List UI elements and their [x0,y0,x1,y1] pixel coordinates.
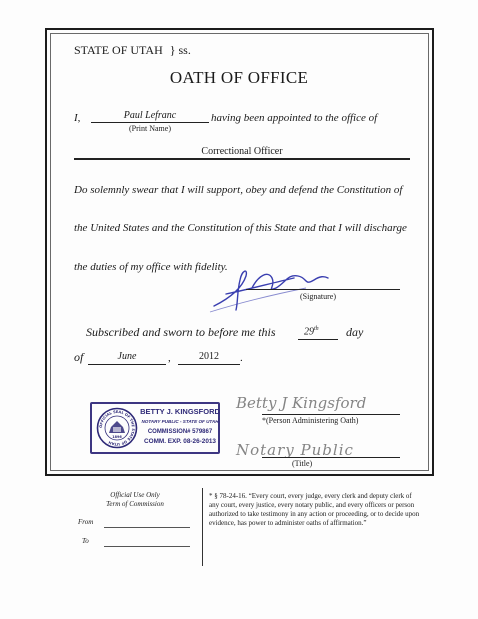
administrator-title-signature: Notary Public [236,441,354,459]
subscribed-text: Subscribed and sworn to before me this [86,325,276,339]
of-word: of [74,350,84,364]
document-title: OATH OF OFFICE [169,68,309,87]
seal-year: 1896 [112,435,122,439]
stamp-line-3: COMM. EXP. 08-26-2013 [144,438,216,445]
appointee-name: Paul Lefranc [123,110,177,121]
venue-state: STATE OF UTAH [74,43,163,57]
year-value: 2012 [199,351,219,362]
official-use-subheading: Term of Commission [106,500,164,508]
from-label: From [78,518,94,526]
official-use-heading: Official Use Only [110,491,160,499]
signature-underline [246,289,400,290]
oath-line-1: Do solemnly swear that I will support, obey and defend the Constitution of [74,184,403,196]
stamp-notary-name: BETTY J. KINGSFORD [140,407,220,416]
to-field-line [104,546,190,547]
seal-ring-text: OFFICIAL SEAL OF THE STATE OF UTAH [98,409,136,447]
notice-divider [202,488,203,566]
day-word: day [346,325,364,339]
day-underline [298,339,338,340]
date-comma: , [168,352,171,364]
pronoun: I, [74,112,81,124]
title-caption: (Title) [292,459,313,468]
appointee-signature [206,258,336,318]
stamp-line-2: COMMISSION# 579867 [147,429,213,435]
stamp-text-block [140,407,220,447]
title-underline [262,457,400,458]
office-underline [74,158,410,160]
month-value: June [117,351,137,362]
state-seal-icon [96,407,138,449]
venue-line [74,43,191,58]
administrator-underline [262,414,400,415]
year-underline [178,364,240,365]
to-label: To [82,537,89,545]
day-suffix: th [314,326,319,332]
administrator-caption: *(Person Administering Oath) [262,416,359,425]
signature-caption: (Signature) [300,292,336,301]
date-period: . [240,352,243,364]
appointment-text: having been appointed to the office of [211,112,378,124]
office-name: Correctional Officer [201,146,283,157]
from-field-line [104,527,190,528]
administrator-signature: Betty J Kingsford [236,394,367,412]
name-underline [91,122,209,123]
venue-brace: } ss. [169,43,191,57]
notary-stamp [90,402,220,454]
name-caption: (Print Name) [129,124,171,133]
month-underline [88,364,166,365]
day-value [304,326,319,337]
stamp-line-1: NOTARY PUBLIC - STATE OF UTAH [141,419,219,424]
oath-line-2: the United States and the Constitution of this State and that I will discharge [74,222,407,234]
day-number: 29 [304,326,314,338]
oath-line-3: the duties of my office with fidelity. [74,261,228,273]
statute-notice: * § 78-24-16. “Every court, every judge, every clerk and deputy clerk of any court, every justice, every notary public, and every officers or person authorized to take testimony in any action or proceeding, or to decide upon evidence, has power to administer oaths of affirmation.” [209,492,420,527]
